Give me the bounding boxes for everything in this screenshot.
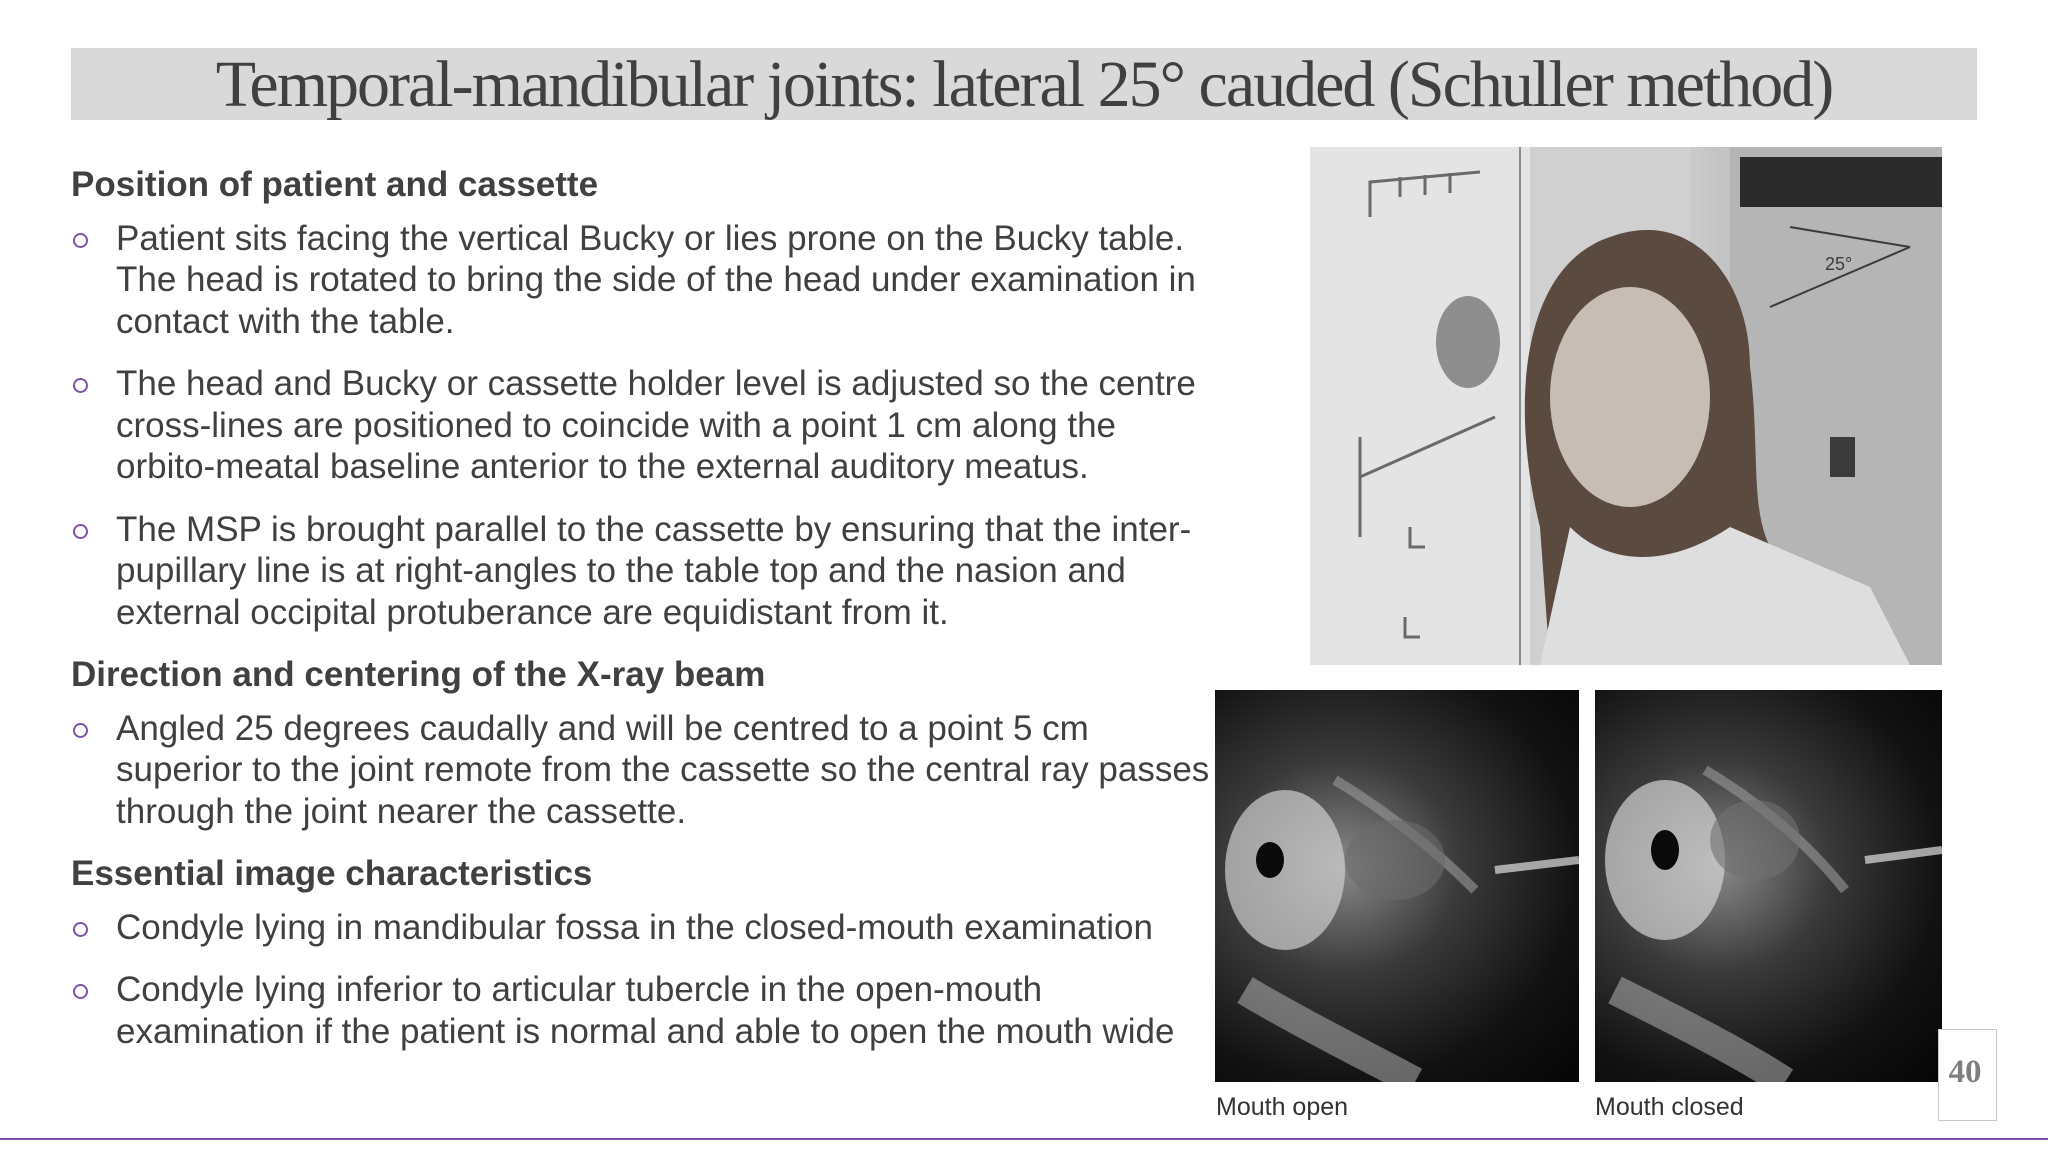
list-item [71, 708, 1221, 833]
bullet-list-beam [71, 708, 1221, 833]
patient-position-photo [1310, 147, 1942, 665]
page-number: 40 [1948, 1054, 1982, 1090]
footer-divider [0, 1138, 2048, 1140]
list-item [71, 969, 1221, 1052]
xray-mouth-closed-image [1595, 690, 1942, 1082]
angle-label: 25° [1825, 254, 1853, 274]
xray-mouth-closed-illustration [1595, 690, 1942, 1082]
bullet-text: The MSP is brought parallel to the cassette by ensuring that the inter-pupillary line is at right-angles to the table top and the nasion and external occipital protuberance are equidistant from it. [116, 509, 1192, 632]
bullet-circle-icon [73, 723, 88, 738]
xray-mouth-open-image [1215, 690, 1579, 1082]
patient-position-illustration [1310, 147, 1942, 665]
xray-mouth-open-illustration [1215, 690, 1579, 1082]
list-item [71, 907, 1221, 949]
section-heading-position: Position of patient and cassette [71, 165, 599, 204]
bullet-list-position [71, 218, 1221, 634]
xray-mouth-open-caption: Mouth open [1216, 1093, 1349, 1121]
list-item [71, 363, 1221, 488]
bullet-text: Angled 25 degrees caudally and will be centred to a point 5 cm superior to the joint remote from the cassette so the central ray passes through the joint nearer the cassette. [116, 708, 1210, 831]
slide-content [71, 160, 1221, 1073]
section-heading-beam: Direction and centering of the X-ray beam [71, 655, 766, 694]
xray-mouth-closed-caption: Mouth closed [1595, 1093, 1744, 1121]
slide-title: Temporal-mandibular joints: lateral 25° cauded (Schuller method) [215, 48, 1833, 121]
bullet-list-image-characteristics [71, 907, 1221, 1053]
bullet-text: The head and Bucky or cassette holder level is adjusted so the centre cross-lines are positioned to coincide with a point 1 cm along the orbito-meatal baseline anterior to the external auditory meatus. [116, 364, 1196, 486]
bullet-circle-icon [73, 984, 88, 999]
bullet-circle-icon [73, 922, 88, 937]
bullet-text: Condyle lying in mandibular fossa in the closed-mouth examination [116, 907, 1153, 947]
bullet-circle-icon [73, 233, 88, 248]
bullet-text: Patient sits facing the vertical Bucky or lies prone on the Bucky table. The head is rotated to bring the side of the head under examination in contact with the table. [116, 218, 1196, 341]
list-item [71, 218, 1221, 343]
list-item [71, 509, 1221, 634]
bullet-circle-icon [73, 378, 88, 393]
bullet-text: Condyle lying inferior to articular tubercle in the open-mouth examination if the patient is normal and able to open the mouth wide [116, 970, 1175, 1051]
section-heading-image-characteristics: Essential image characteristics [71, 854, 593, 893]
bullet-circle-icon [73, 524, 88, 539]
